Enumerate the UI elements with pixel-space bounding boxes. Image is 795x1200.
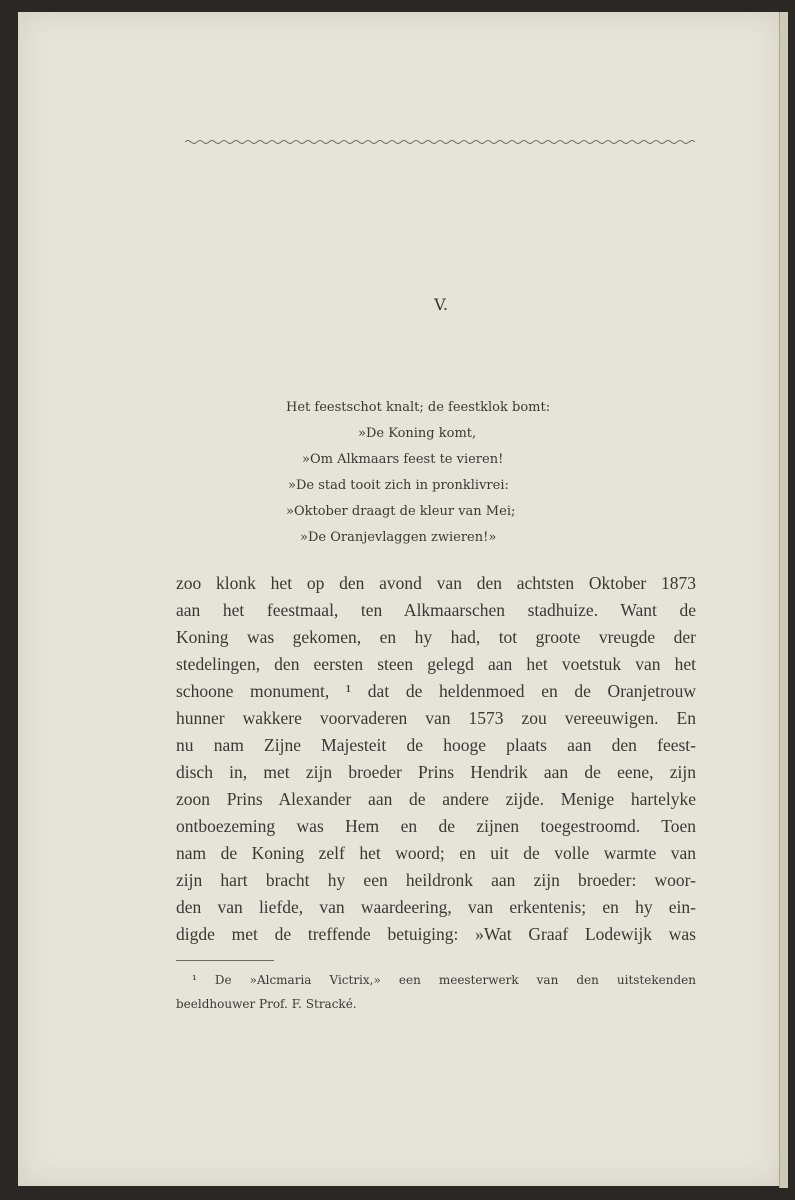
poem-line: »De stad tooit zich in pronklivrei: (288, 478, 509, 493)
body-line: digde met de treffende betuiging: »Wat Graaf Lodewijk was (176, 924, 696, 944)
poem-line: »Om Alkmaars feest te vieren! (302, 452, 504, 467)
footnote-line: ¹ De »Alcmaria Victrix,» een meesterwerk van den uitstekenden (192, 973, 696, 987)
body-line: ontboezeming was Hem en de zijnen toegestroomd. Toen (176, 816, 696, 836)
poem-line: »Oktober draagt de kleur van Mei; (286, 504, 516, 519)
wavy-rule-ornament (185, 136, 695, 148)
body-line: hunner wakkere voorvaderen van 1573 zou vereeuwigen. En (176, 708, 696, 728)
body-line: zoo klonk het op den avond van den achtsten Oktober 1873 (176, 573, 696, 593)
footnote-line: beeldhouwer Prof. F. Stracké. (176, 997, 357, 1011)
body-line: aan het feestmaal, ten Alkmaarschen stadhuize. Want de (176, 600, 696, 620)
poem-line: »De Oranjevlaggen zwieren!» (300, 530, 497, 545)
chapter-numeral: V. (434, 295, 448, 314)
body-line: nu nam Zijne Majesteit de hooge plaats aan den feest- (176, 735, 696, 755)
body-line: disch in, met zijn broeder Prins Hendrik aan de eene, zijn (176, 762, 696, 782)
body-line: den van liefde, van waardeering, van erkentenis; en hy ein- (176, 897, 696, 917)
page-edge (779, 12, 788, 1188)
body-line: Koning was gekomen, en hy had, tot groote vreugde der (176, 627, 696, 647)
footnote-rule (176, 960, 274, 961)
body-line: schoone monument, ¹ dat de heldenmoed en de Oranjetrouw (176, 681, 696, 701)
body-line: stedelingen, den eersten steen gelegd aan het voetstuk van het (176, 654, 696, 674)
body-line: nam de Koning zelf het woord; en uit de volle warmte van (176, 843, 696, 863)
poem-line: »De Koning komt, (358, 426, 477, 441)
poem-line: Het feestschot knalt; de feestklok bomt: (286, 400, 551, 415)
body-line: zoon Prins Alexander aan de andere zijde. Menige hartelyke (176, 789, 696, 809)
body-line: zijn hart bracht hy een heildronk aan zijn broeder: woor- (176, 870, 696, 890)
